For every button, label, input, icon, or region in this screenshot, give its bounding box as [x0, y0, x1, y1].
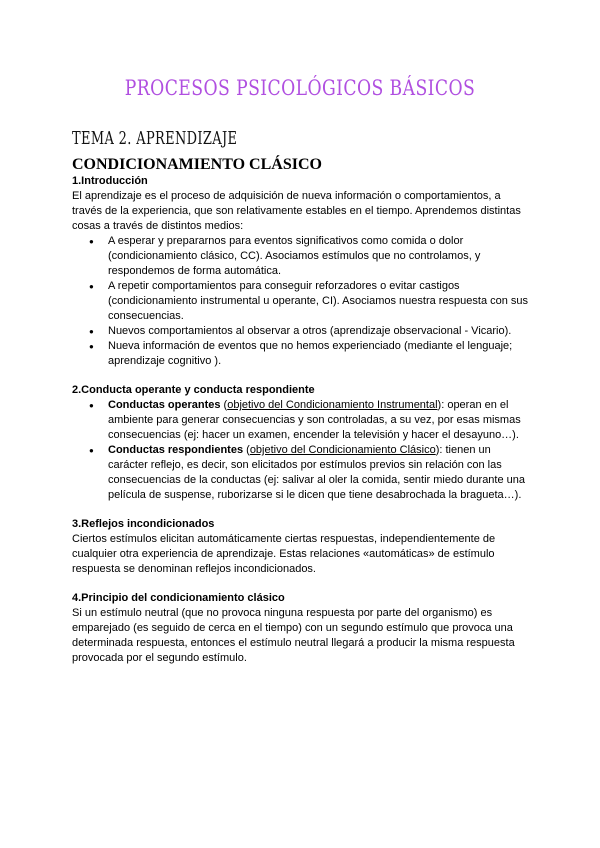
list-item-operant	[108, 398, 532, 443]
paren: (	[243, 444, 250, 456]
section-1-intro: El aprendizaje es el proceso de adquisición de nueva información o comportamientos, a través de la experiencia, que son relativamente estables en el tiempo. Aprendemos distintas cosas a través de distintos medios:	[72, 190, 521, 232]
respondent-link: objetivo del Condicionamiento Clásico	[249, 444, 436, 456]
operant-term: Conductas operantes	[108, 399, 221, 411]
topic-title: TEMA 2. APRENDIZAJE	[72, 128, 238, 149]
list-item: ● A esperar y prepararnos para eventos significativos como comida o dolor (condicionamiento clásico, CC). Asociamos estímulos que no controlamos, y respondemos de forma automática.	[108, 234, 532, 279]
section-heading: CONDICIONAMIENTO CLÁSICO	[72, 156, 322, 173]
list-item: ● Nuevos comportamientos al observar a otros (aprendizaje observacional - Vicario).	[108, 324, 532, 339]
section-principle	[72, 591, 532, 666]
section-reflexes	[72, 517, 532, 577]
list-item: ● Nueva información de eventos que no hemos experienciado (mediante el lenguaje; aprendizaje cognitivo ).	[108, 339, 532, 369]
section-3-title: 3.Reflejos incondicionados	[72, 518, 215, 530]
list-item-respondent	[108, 443, 532, 503]
respondent-term: Conductas respondientes	[108, 444, 244, 456]
section-1-title: 1.Introducción	[72, 175, 148, 187]
list-item: ● A repetir comportamientos para conseguir reforzadores o evitar castigos (condicionamiento instrumental u operante, CI). Asociamos nuestra respuesta con sus consecuencias.	[108, 279, 532, 324]
section-2-title: 2.Conducta operante y conducta respondiente	[72, 384, 315, 396]
learning-types-list	[72, 234, 532, 369]
document-body	[72, 174, 532, 666]
paren: (	[220, 399, 228, 411]
section-introduction	[72, 174, 532, 369]
operant-link: objetivo del Condicionamiento Instrumental	[227, 399, 438, 411]
section-4-title: 4.Principio del condicionamiento clásico	[72, 592, 285, 604]
section-behaviour-types	[72, 383, 532, 503]
operant-description: ): operan en el ambiente para generar consecuencias y son controladas, a su vez, por esas mismas consecuencias (ej: hacer un examen, encender la televisión y hacer el desayuno…).	[108, 399, 521, 441]
respondent-description: ): tienen un carácter reflejo, es decir, son elicitados por estímulos previos sin relación con las consecuencias de la conductas (ej: salivar al oler la comida, sentir miedo durante una película de suspense, ruborizarse si le dicen que tiene desabrochada la bragueta…).	[108, 444, 526, 501]
section-4-text: Si un estímulo neutral (que no provoca ninguna respuesta por parte del organismo) es emparejado (es seguido de cerca en el tiempo) con un segundo estímulo que provoca una determinada respuesta, entonces el estímulo neutral llegará a producir la misma respuesta provocada por el segundo estímulo.	[72, 607, 515, 664]
behaviour-list	[72, 398, 532, 503]
section-3-text: Ciertos estímulos elicitan automáticamente ciertas respuestas, independientemente de cualquier otra experiencia de aprendizaje. Estas relaciones «automáticas» de estímulo respuesta se denominan reflejos incondicionados.	[72, 533, 496, 575]
document-title: PROCESOS PSICOLÓGICOS BÁSICOS	[124, 76, 476, 100]
